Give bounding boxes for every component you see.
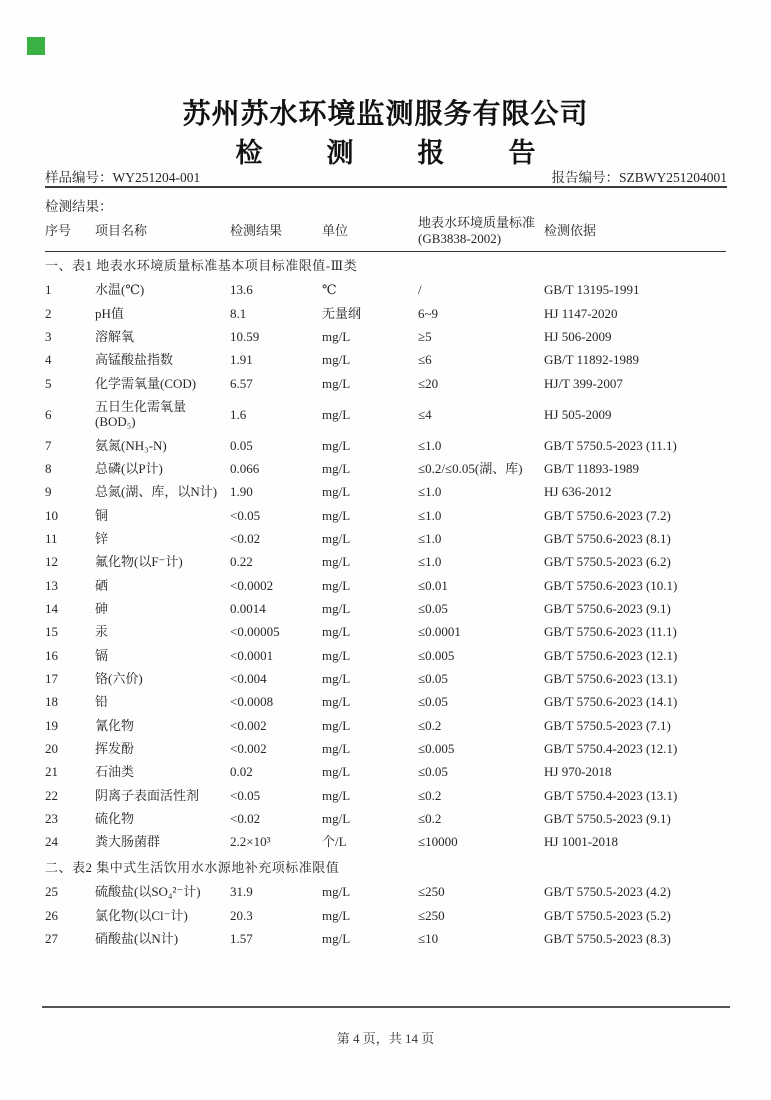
cell-name: pH值 (95, 305, 124, 321)
cell-result: 0.0014 (230, 600, 266, 616)
cell-result: 20.3 (230, 907, 253, 923)
sample-number-label: 样品编号： (45, 170, 113, 185)
col-header-standard: 地表水环境质量标准(GB3838-2002) (418, 212, 544, 251)
cell-unit: mg/L (322, 810, 351, 826)
cell-no: 5 (45, 375, 52, 391)
table-row (45, 667, 726, 690)
cell-result: 1.6 (230, 406, 247, 422)
cell-unit: mg/L (322, 507, 351, 523)
cell-name: 汞 (95, 624, 109, 640)
cell-no: 20 (45, 740, 58, 756)
header-divider (45, 186, 727, 188)
cell-result: 1.90 (230, 484, 253, 500)
table-row (45, 714, 726, 737)
cell-method: GB/T 5750.6-2023 (14.1) (544, 694, 678, 710)
cell-standard: 6~9 (418, 305, 439, 321)
cell-standard: ≤0.2/≤0.05(湖、库) (418, 461, 523, 477)
cell-no: 21 (45, 764, 58, 780)
report-number-value: SZBWY251204001 (619, 170, 727, 185)
report-title-char: 报 (417, 138, 445, 168)
cell-unit: mg/L (322, 600, 351, 616)
cell-no: 25 (45, 884, 58, 900)
cell-result: 2.2×10³ (230, 834, 271, 850)
cell-result: 1.91 (230, 352, 253, 368)
cell-method: HJ 1147-2020 (544, 305, 618, 321)
cell-no: 26 (45, 907, 58, 923)
cell-result: 0.066 (230, 461, 260, 477)
report-number-label: 报告编号： (551, 170, 619, 185)
sample-number (45, 166, 200, 186)
cell-name: 铅 (95, 694, 109, 710)
table-row (45, 504, 726, 527)
section-title: 二、表2 集中式生活饮用水水源地补充项标准限值 (45, 859, 340, 875)
cell-result: 0.22 (230, 554, 253, 570)
cell-standard: ≤1.0 (418, 484, 442, 500)
cell-no: 23 (45, 810, 58, 826)
cell-name: 总磷(以P计) (95, 461, 163, 477)
table-row (45, 395, 726, 434)
cell-method: GB/T 5750.4-2023 (12.1) (544, 740, 678, 756)
table-row (45, 880, 726, 903)
cell-standard: ≤0.005 (418, 647, 455, 663)
report-title-char: 测 (326, 138, 354, 168)
cell-method: HJ 505-2009 (544, 406, 612, 422)
cell-name: 水温(℃) (95, 282, 145, 298)
cell-name: 挥发酚 (95, 740, 135, 756)
cell-result: <0.0008 (230, 694, 274, 710)
table-row (45, 904, 726, 927)
cell-no: 27 (45, 931, 58, 947)
cell-unit: mg/L (322, 647, 351, 663)
table-row (45, 927, 726, 950)
cell-name: 硒 (95, 577, 109, 593)
table-row (45, 527, 726, 550)
table-row (45, 325, 726, 348)
table-row (45, 278, 726, 301)
col-header-result: 检测结果 (230, 212, 322, 251)
cell-name: 砷 (95, 600, 109, 616)
cell-result: <0.0001 (230, 647, 274, 663)
cell-unit: mg/L (322, 329, 351, 345)
cell-unit: mg/L (322, 787, 351, 803)
cell-standard: ≤0.05 (418, 694, 448, 710)
results-section-label: 检测结果： (45, 199, 113, 214)
table-row (45, 550, 726, 573)
footer-divider (42, 1006, 730, 1008)
report-title-char: 检 (235, 138, 263, 168)
cell-name: 氰化物 (95, 717, 135, 733)
page-number: 第 4 页，共 14 页 (336, 1031, 435, 1046)
table-row (45, 620, 726, 643)
cell-no: 6 (45, 406, 52, 422)
cell-no: 7 (45, 437, 52, 453)
results-table (45, 212, 726, 950)
cell-name: 铬(六价) (95, 670, 143, 686)
cell-method: GB/T 5750.5-2023 (4.2) (544, 884, 671, 900)
cell-result: <0.02 (230, 810, 261, 826)
cell-standard: ≤1.0 (418, 554, 442, 570)
cell-standard: ≤1.0 (418, 531, 442, 546)
cell-standard: / (418, 282, 422, 298)
section-title: 一、表1 地表水环境质量标准基本项目标准限值-Ⅲ类 (45, 257, 358, 273)
company-title: 苏州苏水环境监测服务有限公司 (182, 99, 589, 130)
green-square-marker (27, 37, 45, 55)
table-row (45, 690, 726, 713)
cell-method: GB/T 5750.5-2023 (5.2) (544, 907, 671, 923)
cell-method: GB/T 11893-1989 (544, 461, 639, 477)
cell-standard: ≤0.05 (418, 764, 448, 780)
cell-standard: ≤0.005 (418, 740, 455, 756)
cell-unit: mg/L (322, 764, 351, 780)
cell-no: 15 (45, 624, 58, 640)
cell-result: <0.004 (230, 670, 267, 686)
cell-unit: mg/L (322, 717, 351, 733)
cell-standard: ≤0.2 (418, 787, 442, 803)
col-header-method: 检测依据 (544, 212, 726, 251)
cell-no: 4 (45, 352, 52, 368)
table-row (45, 434, 726, 457)
cell-standard: ≤0.05 (418, 600, 448, 616)
cell-no: 8 (45, 461, 52, 477)
cell-standard: ≤0.2 (418, 717, 442, 733)
col-header-name: 项目名称 (95, 212, 230, 251)
cell-unit: 个/L (322, 834, 347, 850)
cell-unit: mg/L (322, 624, 351, 640)
cell-method: GB/T 5750.6-2023 (10.1) (544, 577, 678, 593)
cell-no: 10 (45, 507, 58, 523)
cell-unit: mg/L (322, 884, 351, 900)
table-row (45, 807, 726, 830)
cell-method: HJ 636-2012 (544, 484, 612, 500)
cell-unit: ℃ (322, 282, 337, 298)
results-table-body (45, 251, 726, 950)
cell-method: GB/T 5750.6-2023 (12.1) (544, 647, 678, 663)
cell-standard: ≤1.0 (418, 507, 442, 523)
cell-name: 镉 (95, 647, 109, 663)
cell-result: <0.00005 (230, 624, 280, 640)
cell-standard: ≤250 (418, 884, 445, 900)
cell-method: GB/T 5750.5-2023 (9.1) (544, 810, 671, 826)
cell-method: GB/T 5750.5-2023 (7.1) (544, 717, 671, 733)
table-row (45, 644, 726, 667)
cell-result: 1.57 (230, 931, 253, 947)
cell-standard: ≤1.0 (418, 437, 442, 453)
sample-number-value: WY251204-001 (112, 170, 201, 185)
cell-name: 总氮(湖、库，以N计) (95, 484, 218, 500)
table-row (45, 737, 726, 760)
cell-unit: mg/L (322, 554, 351, 570)
cell-no: 3 (45, 329, 52, 345)
cell-result: 10.59 (230, 329, 260, 345)
cell-no: 22 (45, 787, 58, 803)
cell-unit: mg/L (322, 352, 351, 368)
cell-name: 硝酸盐(以N计) (95, 931, 179, 947)
cell-name: 硫化物 (95, 810, 135, 826)
cell-unit: mg/L (322, 437, 351, 453)
cell-standard: ≤250 (418, 907, 445, 923)
cell-result: 13.6 (230, 282, 253, 298)
cell-result: <0.05 (230, 507, 261, 523)
col-header-unit: 单位 (322, 212, 418, 251)
table-row (45, 348, 726, 371)
cell-name: 粪大肠菌群 (95, 834, 161, 850)
cell-no: 12 (45, 554, 58, 570)
table-row (45, 457, 726, 480)
cell-method: GB/T 5750.5-2023 (8.3) (544, 931, 671, 947)
cell-standard: ≤0.2 (418, 810, 442, 826)
cell-standard: ≤10000 (418, 834, 458, 850)
table-row (45, 760, 726, 783)
cell-result: 0.05 (230, 437, 253, 453)
cell-unit: mg/L (322, 461, 351, 477)
cell-method: GB/T 5750.4-2023 (13.1) (544, 787, 678, 803)
cell-name: 铜 (95, 507, 109, 523)
cell-no: 2 (45, 305, 52, 321)
cell-standard: ≤6 (418, 352, 432, 368)
cell-method: GB/T 5750.6-2023 (8.1) (544, 531, 671, 546)
cell-unit: mg/L (322, 406, 351, 422)
table-row (45, 302, 726, 325)
cell-unit: mg/L (322, 931, 351, 947)
table-row (45, 830, 726, 853)
cell-method: HJ 1001-2018 (544, 834, 619, 850)
results-table-header (45, 212, 726, 251)
table-row (45, 480, 726, 503)
cell-standard: ≤0.0001 (418, 624, 461, 640)
cell-no: 1 (45, 282, 52, 298)
cell-method: GB/T 5750.6-2023 (7.2) (544, 507, 671, 523)
cell-no: 11 (45, 531, 58, 546)
cell-method: GB/T 5750.6-2023 (9.1) (544, 600, 671, 616)
cell-name: 硫酸盐(以SO₄²⁻计) (95, 884, 201, 900)
cell-result: 6.57 (230, 375, 253, 391)
cell-unit: mg/L (322, 484, 351, 500)
cell-no: 17 (45, 670, 58, 686)
cell-method: HJ 970-2018 (544, 764, 612, 780)
cell-result: <0.002 (230, 717, 267, 733)
cell-method: GB/T 5750.5-2023 (6.2) (544, 554, 671, 570)
cell-no: 13 (45, 577, 58, 593)
cell-method: HJ 506-2009 (544, 329, 612, 345)
table-row (45, 784, 726, 807)
report-title (0, 131, 771, 170)
cell-method: HJ/T 399-2007 (544, 375, 623, 391)
cell-no: 19 (45, 717, 58, 733)
cell-result: 0.02 (230, 764, 253, 780)
cell-no: 9 (45, 484, 52, 500)
col-header-no: 序号 (45, 212, 95, 251)
table-row (45, 372, 726, 395)
cell-unit: mg/L (322, 907, 351, 923)
cell-standard: ≤0.05 (418, 670, 448, 686)
cell-result: <0.02 (230, 531, 261, 546)
cell-result: <0.05 (230, 787, 261, 803)
table-row (45, 574, 726, 597)
section-title-row (45, 251, 726, 278)
cell-unit: mg/L (322, 740, 351, 756)
section-title-row (45, 854, 726, 881)
cell-standard: ≥5 (418, 329, 432, 345)
cell-unit: 无量纲 (322, 305, 362, 321)
cell-standard: ≤4 (418, 406, 432, 422)
table-row (45, 597, 726, 620)
cell-name: 五日生化需氧量(BOD₅) (95, 399, 187, 430)
cell-result: <0.002 (230, 740, 267, 756)
cell-unit: mg/L (322, 531, 351, 546)
cell-name: 阴离子表面活性剂 (95, 787, 200, 803)
cell-unit: mg/L (322, 694, 351, 710)
cell-method: GB/T 11892-1989 (544, 352, 639, 368)
cell-result: <0.0002 (230, 577, 274, 593)
cell-no: 16 (45, 647, 58, 663)
meta-row (45, 166, 727, 186)
cell-result: 31.9 (230, 884, 253, 900)
cell-name: 溶解氧 (95, 329, 135, 345)
cell-name: 氟化物(以F⁻计) (95, 554, 183, 570)
report-title-char: 告 (508, 138, 536, 168)
cell-method: GB/T 5750.6-2023 (11.1) (544, 624, 677, 640)
cell-no: 14 (45, 600, 58, 616)
cell-unit: mg/L (322, 670, 351, 686)
cell-no: 24 (45, 834, 58, 850)
cell-method: GB/T 13195-1991 (544, 282, 640, 298)
cell-method: GB/T 5750.6-2023 (13.1) (544, 670, 678, 686)
cell-method: GB/T 5750.5-2023 (11.1) (544, 437, 677, 453)
cell-name: 氨氮(NH₃-N) (95, 437, 167, 453)
cell-name: 锌 (95, 531, 109, 546)
cell-no: 18 (45, 694, 58, 710)
cell-name: 高锰酸盐指数 (95, 352, 174, 368)
cell-unit: mg/L (322, 375, 351, 391)
report-number (552, 166, 728, 186)
cell-standard: ≤10 (418, 931, 439, 947)
cell-unit: mg/L (322, 577, 351, 593)
cell-standard: ≤0.01 (418, 577, 448, 593)
cell-standard: ≤20 (418, 375, 439, 391)
cell-result: 8.1 (230, 305, 247, 321)
cell-name: 氯化物(以Cl⁻计) (95, 907, 188, 923)
cell-name: 化学需氧量(COD) (95, 375, 197, 391)
cell-name: 石油类 (95, 764, 135, 780)
